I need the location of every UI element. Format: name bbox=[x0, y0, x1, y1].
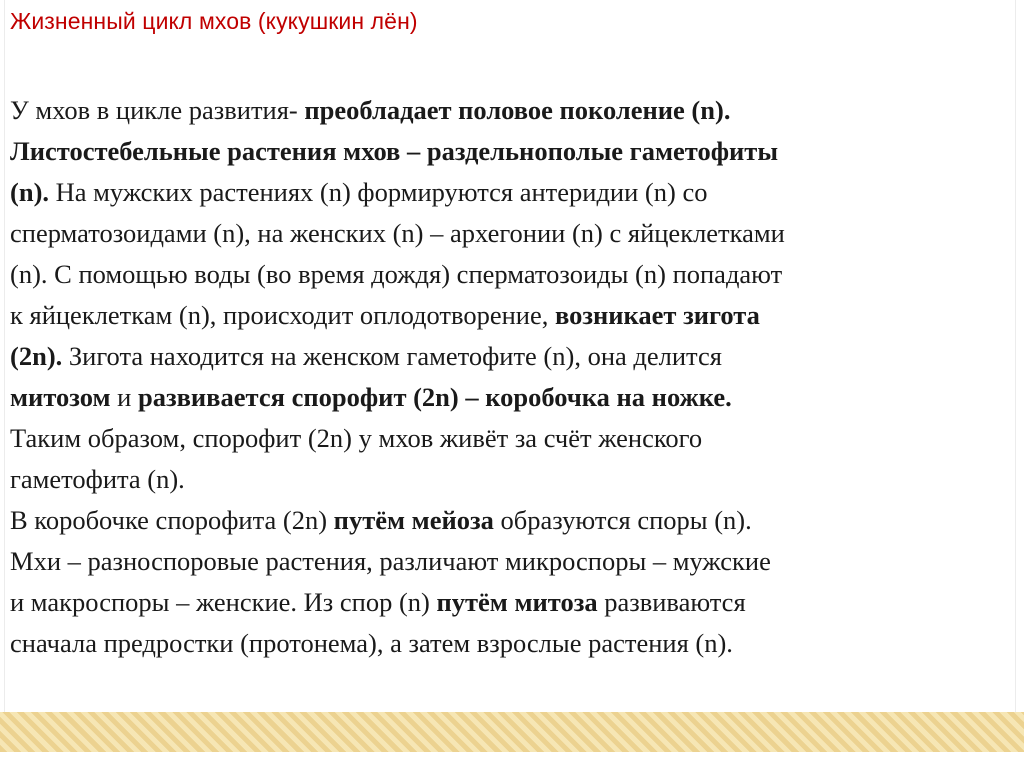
text-line bbox=[10, 582, 1010, 623]
slide-title: Жизненный цикл мхов (кукушкин лён) bbox=[10, 8, 418, 34]
bold-text-run: возникает зигота bbox=[554, 300, 760, 330]
text-run: образуются споры (n). bbox=[493, 505, 752, 535]
bold-text-run: Листостебельные растения мхов – раздельнополые гаметофиты bbox=[10, 136, 779, 166]
bold-text-run: развивается спорофит (2n) – коробочка на ножке. bbox=[137, 382, 732, 412]
text-run: У мхов в цикле развития- bbox=[10, 95, 305, 125]
text-run: Таким образом, спорофит (2n) у мхов живёт за счёт женского bbox=[10, 423, 703, 453]
text-run: развиваются bbox=[597, 587, 746, 617]
text-run: и bbox=[110, 382, 138, 412]
text-line bbox=[10, 500, 1010, 541]
text-line bbox=[10, 377, 1010, 418]
bold-text-run: митозом bbox=[10, 382, 111, 412]
text-line bbox=[10, 418, 1010, 459]
text-run: сначала предростки (протонема), а затем взрослые растения (n). bbox=[10, 628, 733, 658]
bold-text-run: (2n). bbox=[10, 341, 63, 371]
text-run: В коробочке спорофита (2n) bbox=[10, 505, 334, 535]
bold-text-run: преобладает половое поколение (n). bbox=[304, 95, 731, 125]
text-line bbox=[10, 90, 1010, 131]
text-line bbox=[10, 213, 1010, 254]
text-line bbox=[10, 254, 1010, 295]
text-run: Мхи – разноспоровые растения, различают микроспоры – мужские bbox=[10, 546, 771, 576]
text-line bbox=[10, 295, 1010, 336]
text-run: (n). С помощью воды (во время дождя) сперматозоиды (n) попадают bbox=[10, 259, 783, 289]
text-line bbox=[10, 131, 1010, 172]
text-line bbox=[10, 623, 1010, 664]
text-line bbox=[10, 541, 1010, 582]
text-run: гаметофита (n). bbox=[10, 464, 185, 494]
text-run: Зигота находится на женском гаметофите (n), она делится bbox=[62, 341, 722, 371]
text-line bbox=[10, 172, 1010, 213]
bold-text-run: путём митоза bbox=[436, 587, 598, 617]
decorative-bottom-band bbox=[0, 712, 1024, 752]
text-run: и макроспоры – женские. Из спор (n) bbox=[10, 587, 437, 617]
text-line bbox=[10, 336, 1010, 377]
text-line bbox=[10, 459, 1010, 500]
text-run: к яйцеклеткам (n), происходит оплодотворение, bbox=[10, 300, 555, 330]
text-run: На мужских растениях (n) формируются антеридии (n) со bbox=[49, 177, 708, 207]
bold-text-run: (n). bbox=[10, 177, 50, 207]
bottom-margin bbox=[0, 752, 1024, 767]
slide-body-text bbox=[10, 90, 1010, 664]
text-run: сперматозоидами (n), на женских (n) – архегонии (n) с яйцеклетками bbox=[10, 218, 785, 248]
bold-text-run: путём мейоза bbox=[333, 505, 494, 535]
